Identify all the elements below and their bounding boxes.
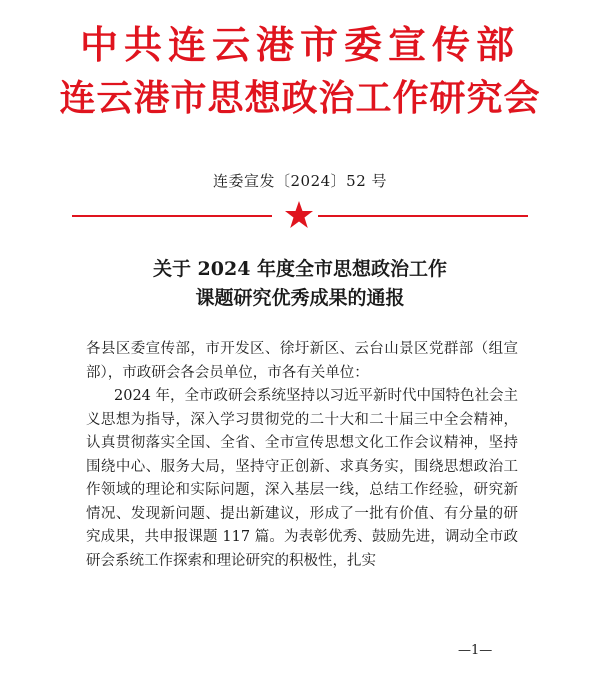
document-title-line-1: 关于 2024 年度全市思想政治工作: [152, 258, 448, 280]
red-divider-right: [318, 215, 528, 217]
red-divider-left: [72, 215, 272, 217]
body-paragraph: 2024 年，全市政研会系统坚持以习近平新时代中国特色社会主义思想为指导，深入学习贯彻党的二十大和二十届三中全会精神，认真贯彻落实全国、全省、全市宣传思想文化工作会议精神，坚持围绕中心、服务大局，坚持守正创新、求真务实，围绕思想政治工作领域的理论和实际问题，深入基层一线，总结工作经验，研究新情况、发现新问题、提出新建议，形成了一批有价值、有分量的研究成果，共申报课题 117 篇。为表彰优秀、鼓励先进，调动全市政研会系统工作探索和理论研究的积极性，扎实: [86, 388, 519, 569]
page-number: —1—: [458, 643, 493, 658]
red-star-icon: [284, 200, 314, 230]
salutation-paragraph: 各县区委宣传部，市开发区、徐圩新区、云台山景区党群部（组宣部），市政研会各会员单位，市各有关单位：: [86, 341, 518, 381]
issuing-org-line-1: 中共连云港市委宣传部: [79, 22, 520, 67]
document-body: [86, 338, 518, 573]
document-title-line-2: 课题研究优秀成果的通报: [195, 287, 405, 309]
issuing-org-line-2: 连云港市思想政治工作研究会: [59, 77, 541, 119]
document-number: 连委宣发〔2024〕52 号: [212, 172, 388, 190]
